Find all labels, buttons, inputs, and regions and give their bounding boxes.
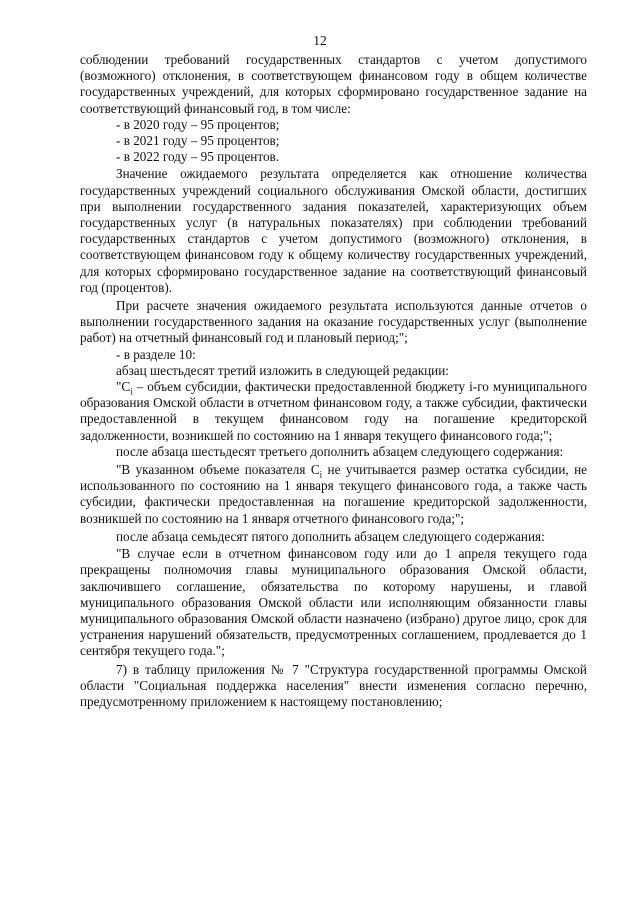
paragraph-standards-total: соблюдении требований государственных стандартов с учетом допустимого (возможного) отклонения, в соответствующем финансовом году в общем количестве государственных учреждений, для которых сформировано государственное задание на соответствующий финансовый год, в том числе: <box>80 52 587 116</box>
ci-exclusion-subscript: i <box>319 469 323 480</box>
ci-exclusion-prefix: "В указанном объеме показателя C <box>116 462 320 478</box>
paragraph-powers-terminated: "В случае если в отчетном финансовом году или до 1 апреля текущего года прекращены полномочия главы муниципального образования Омской области, заключившего соглашение, обязательства по которому нарушены, и главой муниципального образования Омской области или исполняющим обязанности главы муниципального образования Омской области назначено (избрано) другое лицо, срок для устранения нарушений обязательств, предусмотренных соглашением, продлевается до 1 сентября текущего года."; <box>80 546 587 659</box>
list-item-2021: - в 2021 году – 95 процентов; <box>116 133 280 149</box>
paragraph-calculation-data: При расчете значения ожидаемого результата используются данные отчетов о выполнении государственного задания на оказание государственных услуг (выполнение работ) на отчетный финансовый год и плановый период;"; <box>80 298 587 346</box>
paragraph-ci-definition <box>80 379 587 444</box>
paragraph-after-75-intro: после абзаца семьдесят пятого дополнить абзацем следующего содержания: <box>116 528 545 544</box>
ci-subscript: i <box>130 386 133 397</box>
ci-definition-text: – объем субсидии, фактически предоставленной бюджету i-го муниципального образования Омской области в отчетном финансовом году, а также субсидии, фактически предоставленной в текущем финансовом году на погашение кредиторской задолженности, возникшей по состоянию на 1 января текущего финансового года;"; <box>80 379 587 443</box>
paragraph-item-7: 7) в таблицу приложения № 7 "Структура государственной программы Омской области "Социальная поддержка населения" внести изменения согласно перечню, предусмотренному приложением к настоящему постановлению; <box>80 661 587 709</box>
ci-exclusion-text: не учитывается размер остатка субсидии, не использованного по состоянию на 1 января текущего финансового года, а также часть субсидии, фактически предоставленная на погашение кредиторской задолженности, возникшей по состоянию на 1 января отчетного финансового года;"; <box>80 462 587 526</box>
paragraph-ci-exclusion <box>80 462 587 527</box>
page-number: 12 <box>313 33 327 48</box>
paragraph-abzac-63-intro: абзац шестьдесят третий изложить в следующей редакции: <box>116 362 449 378</box>
document-body <box>80 52 587 710</box>
ci-prefix: "C <box>116 379 131 395</box>
list-item-2020: - в 2020 году – 95 процентов; <box>116 116 280 132</box>
list-item-2022: - в 2022 году – 95 процентов. <box>116 149 280 165</box>
paragraph-expected-result-value: Значение ожидаемого результата определяется как отношение количества государственных учреждений социального обслуживания Омской области, достигших при выполнении государственного задания показателей, характеризующих объем государственных услуг (в натуральных показателях) при соблюдении требований государственных стандартов с учетом допустимого (возможного) отклонения, в соответствующем финансовом году к общему количеству государственных учреждений, для которых сформировано государственное задание на соответствующий финансовый год (процентов). <box>80 166 587 295</box>
paragraph-after-63-intro: после абзаца шестьдесят третьего дополнить абзацем следующего содержания: <box>116 443 564 459</box>
paragraph-section-10: - в разделе 10: <box>116 346 196 362</box>
